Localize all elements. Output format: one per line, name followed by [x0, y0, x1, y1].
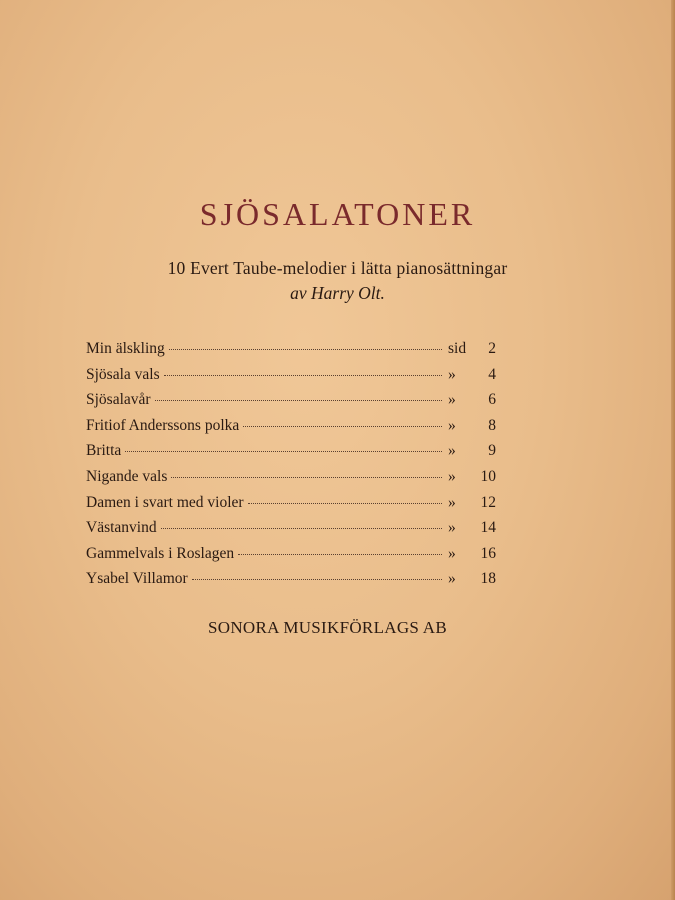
toc-page-number: 14: [480, 519, 496, 537]
toc-entry: [86, 391, 496, 417]
toc-entry-title: Gammelvals i Roslagen: [86, 544, 235, 562]
toc-entry: [86, 442, 496, 468]
toc-entry: [86, 417, 496, 443]
toc-page-number: 8: [488, 416, 496, 434]
toc-entry-title: Min älskling: [86, 340, 165, 357]
dot-leader: [155, 400, 442, 401]
toc-entry: [86, 494, 496, 520]
toc-entry: [86, 545, 496, 571]
toc-entry-title: Västanvind: [86, 519, 157, 537]
toc-page-prefix: »: [448, 416, 456, 434]
toc-entry: [86, 519, 496, 545]
toc-entry: [86, 340, 496, 366]
dot-leader: [248, 503, 442, 504]
toc-page-number: 9: [488, 442, 496, 460]
toc-page-number: 18: [480, 570, 496, 588]
page-edge: [671, 0, 675, 900]
toc-entry-title: Nigande vals: [86, 467, 168, 485]
toc-page-prefix: »: [448, 519, 456, 537]
toc-page-number: 4: [488, 365, 496, 383]
author-credit: av Harry Olt.: [290, 283, 385, 303]
toc-page-prefix: »: [448, 467, 456, 485]
toc-page-prefix: »: [448, 570, 456, 588]
toc-entry-title: Sjösala vals: [86, 365, 160, 383]
toc-page-prefix: »: [448, 365, 456, 383]
page-title: SJÖSALATONER: [199, 196, 476, 232]
toc-page-prefix: »: [448, 544, 456, 562]
toc-entry-title: Britta: [86, 442, 122, 460]
toc-page-number: 6: [488, 391, 496, 409]
dot-leader: [125, 451, 442, 452]
toc-entry: [86, 468, 496, 494]
dot-leader: [238, 554, 442, 555]
dot-leader: [243, 426, 442, 427]
subtitle: 10 Evert Taube-melodier i lätta pianosättningar: [167, 258, 508, 278]
dot-leader: [171, 477, 442, 478]
toc-entry: [86, 570, 496, 596]
toc-page-number: 12: [480, 493, 496, 511]
toc-entry-title: Fritiof Anderssons polka: [86, 416, 240, 434]
dot-leader: [161, 528, 442, 529]
dot-leader: [164, 375, 442, 376]
table-of-contents: [86, 340, 496, 596]
dot-leader: [169, 349, 442, 350]
toc-page-number: 16: [480, 544, 496, 562]
toc-page-number: 10: [480, 467, 496, 485]
toc-page-prefix: sid: [448, 340, 467, 357]
toc-page-prefix: »: [448, 493, 456, 511]
toc-entry-title: Damen i svart med violer: [86, 493, 244, 511]
toc-entry-title: Sjösalavår: [86, 391, 151, 409]
toc-page-prefix: »: [448, 391, 456, 409]
toc-entry: [86, 366, 496, 392]
dot-leader: [192, 579, 442, 580]
toc-page-number: 2: [488, 340, 496, 357]
toc-page-prefix: »: [448, 442, 456, 460]
publisher-name: SONORA MUSIKFÖRLAGS AB: [208, 618, 447, 637]
toc-entry-title: Ysabel Villamor: [86, 570, 188, 588]
